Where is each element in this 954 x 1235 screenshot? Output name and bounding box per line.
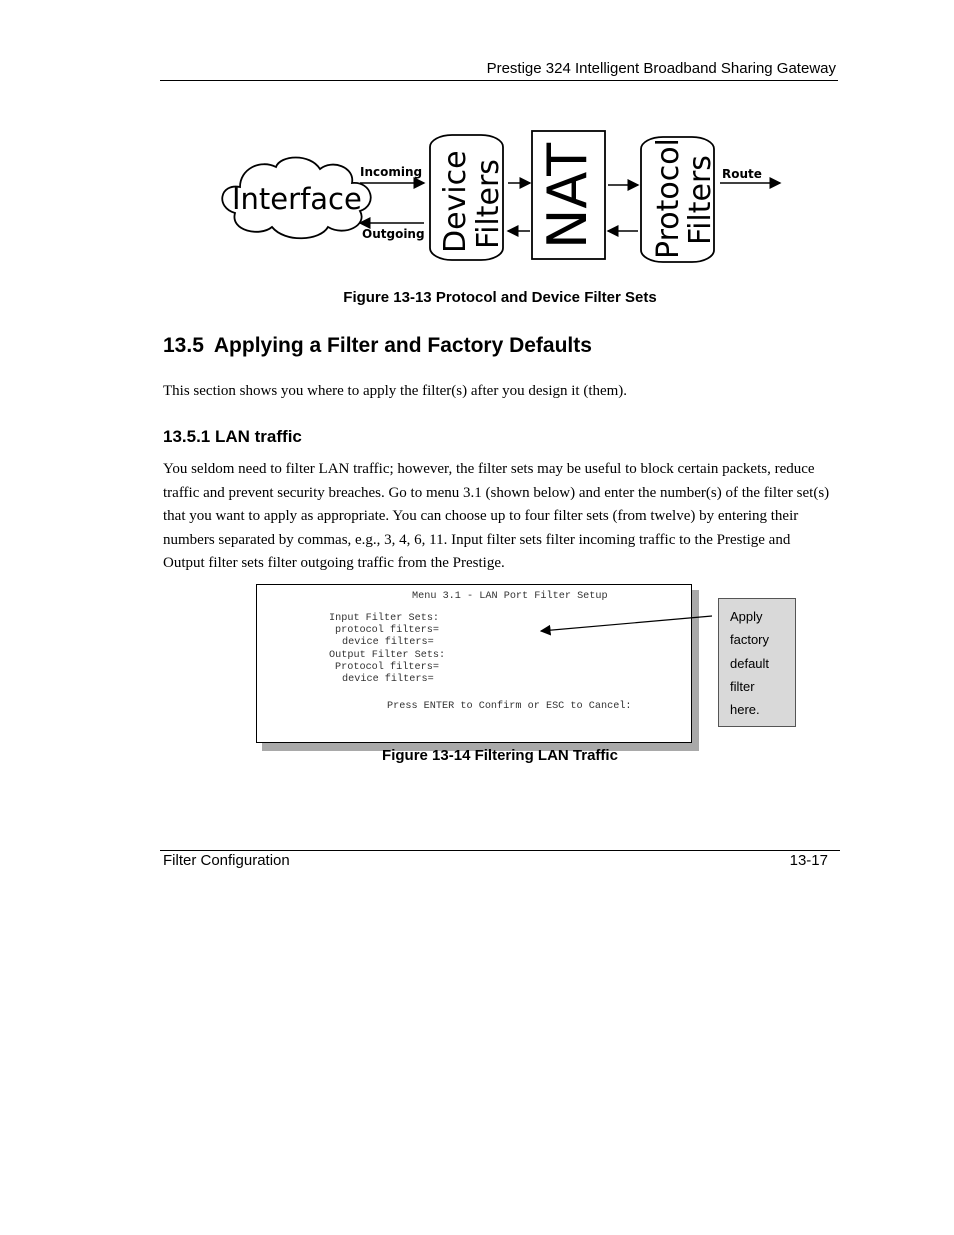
footer-chapter: Filter Configuration [163,852,290,869]
filter-sets-diagram [210,125,790,270]
subsection-heading: 13.5.1 LAN traffic [163,427,302,446]
filters-label-2: Filters [683,155,718,245]
section-heading [163,334,592,358]
footer-rule [160,850,840,851]
device-label: Device [438,150,473,253]
header-rule [160,80,838,81]
running-header: Prestige 324 Intelligent Broadband Sharing Gateway [486,60,836,77]
screen-input-protocol-filters: protocol filters= [335,625,439,636]
screen-title: Menu 3.1 - LAN Port Filter Setup [412,591,608,602]
figure-13-13-caption: Figure 13-13 Protocol and Device Filter Sets [343,289,657,306]
callout-line: factory [730,632,770,648]
section-number: 13.5 [163,334,204,357]
filters-label-1: Filters [471,159,506,249]
screen-output-filter-sets: Output Filter Sets: [329,650,446,661]
protocol-label: Protocol [651,138,686,259]
body-paragraph: You seldom need to filter LAN traffic; however, the filter sets may be useful to block certain packets, reduce traffic and prevent security breaches. Go to menu 3.1 (shown below) and enter the number(s) of the filter set(s) that you want to apply as appropriate. You can choose up to four filter sets (from twelve) by entering their numbers separated by commas, e.g., 3, 4, 6, 11. Input filter sets filter incoming traffic to the Prestige and Output filter sets filter outgoing traffic from the Prestige. [163,461,830,571]
callout-line: Apply [730,609,763,624]
figure-13-14-caption: Figure 13-14 Filtering LAN Traffic [382,747,618,764]
route-label: Route [722,167,762,181]
callout-line: default [730,655,770,671]
screen-output-protocol-filters: Protocol filters= [335,662,439,673]
callout-box [718,598,796,727]
section-title: Applying a Filter and Factory Defaults [213,334,592,357]
screen-input-device-filters: device filters= [342,637,434,648]
interface-label: Interface [232,182,362,216]
screen-output-device-filters: device filters= [342,674,434,685]
callout-line: here. [730,702,760,718]
footer-page-number: 13-17 [789,852,828,869]
outgoing-label: Outgoing [362,227,425,241]
menu-screen [256,584,692,743]
nat-label: NAT [536,142,599,249]
incoming-label: Incoming [360,165,423,179]
intro-paragraph: This section shows you where to apply the filter(s) after you design it (them). [163,383,628,399]
screen-prompt: Press ENTER to Confirm or ESC to Cancel: [387,701,632,712]
callout-line: filter [730,678,755,694]
screen-input-filter-sets: Input Filter Sets: [329,613,440,624]
